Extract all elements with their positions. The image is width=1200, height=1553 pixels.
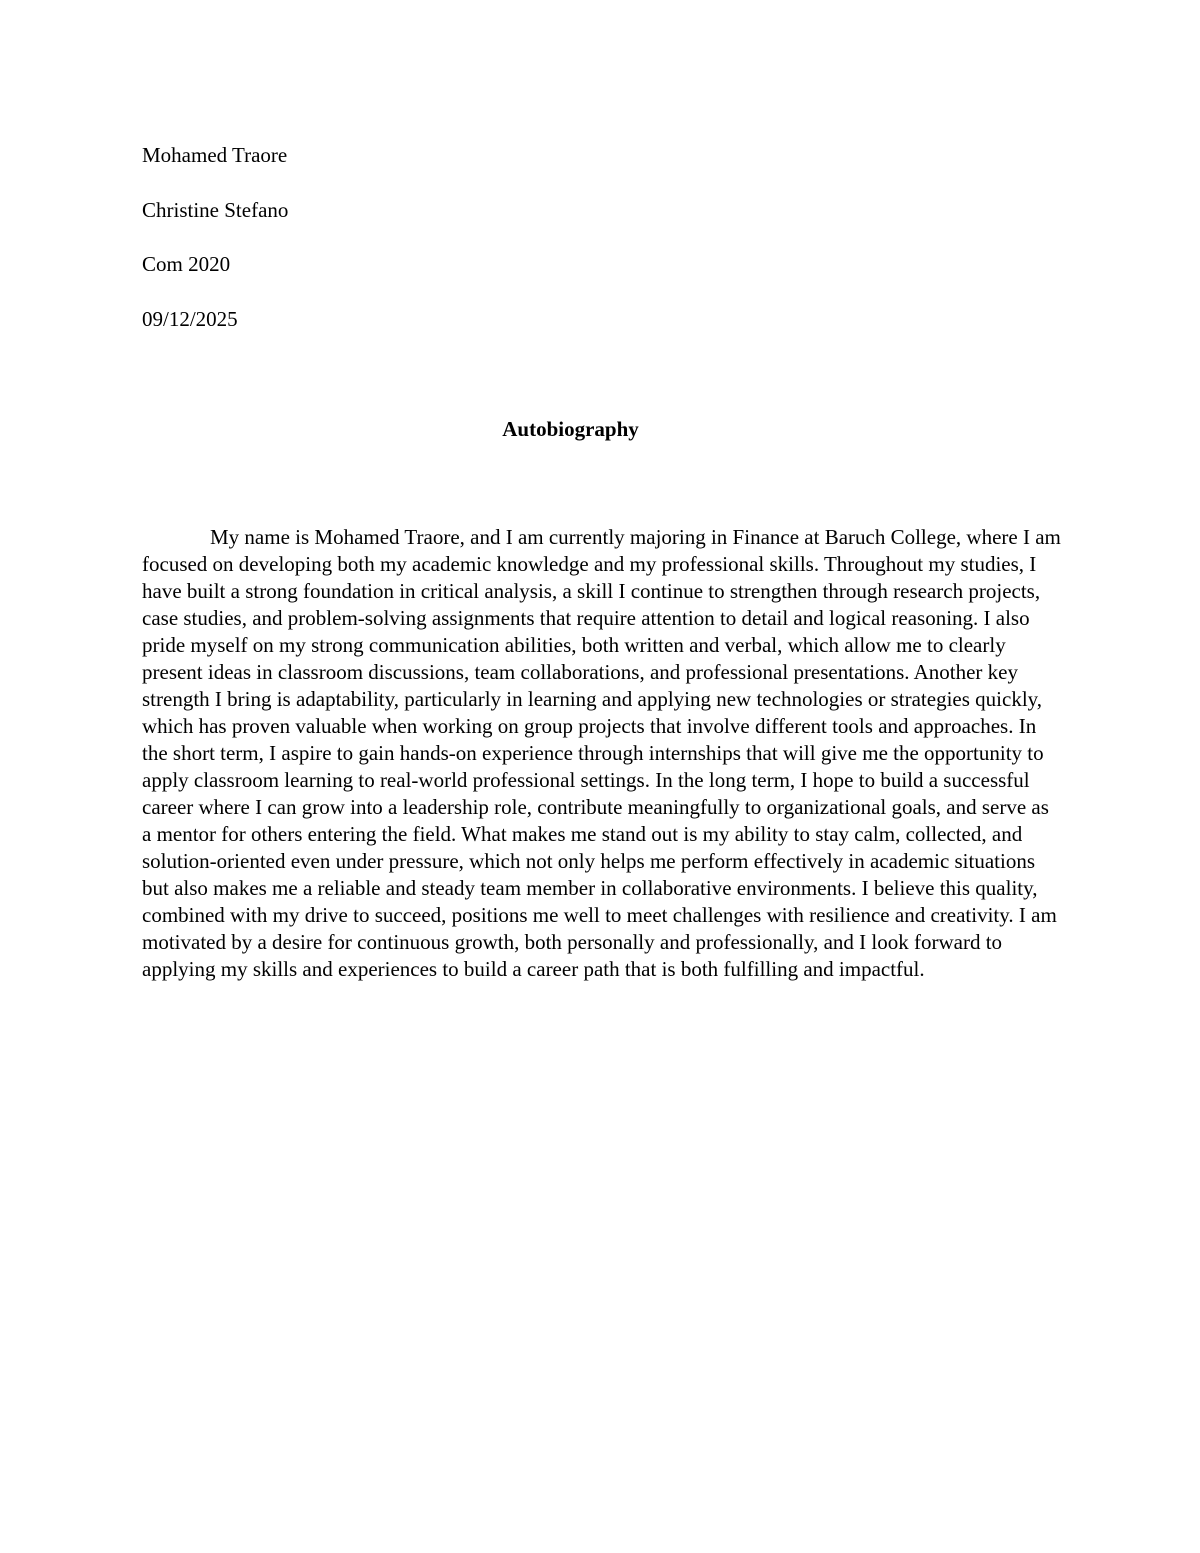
student-name: Mohamed Traore bbox=[142, 143, 288, 167]
document-title: Autobiography bbox=[502, 417, 639, 441]
instructor-name: Christine Stefano bbox=[142, 198, 289, 222]
document-date: 09/12/2025 bbox=[142, 307, 238, 331]
course-name: Com 2020 bbox=[142, 252, 231, 276]
body-paragraph: My name is Mohamed Traore, and I am currently majoring in Finance at Baruch College, where I am focused on developing both my academic knowledge and my professional skills. Throughout my studies, I have built a strong foundation in critical analysis, a skill I continue to strengthen through research projects, case studies, and problem-solving assignments that require attention to detail and logical reasoning. I also pride myself on my strong communication abilities, both written and verbal, which allow me to clearly present ideas in classroom discussions, team collaborations, and professional presentations. Another key strength I bring is adaptability, particularly in learning and applying new technologies or strategies quickly, which has proven valuable when working on group projects that involve different tools and approaches. In the short term, I aspire to gain hands-on experience through internships that will give me the opportunity to apply classroom learning to real-world professional settings. In the long term, I hope to build a successful career where I can grow into a leadership role, contribute meaningfully to organizational goals, and serve as a mentor for others entering the field. What makes me stand out is my ability to stay calm, collected, and solution-oriented even under pressure, which not only helps me perform effectively in academic situations but also makes me a reliable and steady team member in collaborative environments. I believe this quality, combined with my drive to succeed, positions me well to meet challenges with resilience and creativity. I am motivated by a desire for continuous growth, both personally and professionally, and I look forward to applying my skills and experiences to build a career path that is both fulfilling and impactful. bbox=[142, 525, 1061, 981]
